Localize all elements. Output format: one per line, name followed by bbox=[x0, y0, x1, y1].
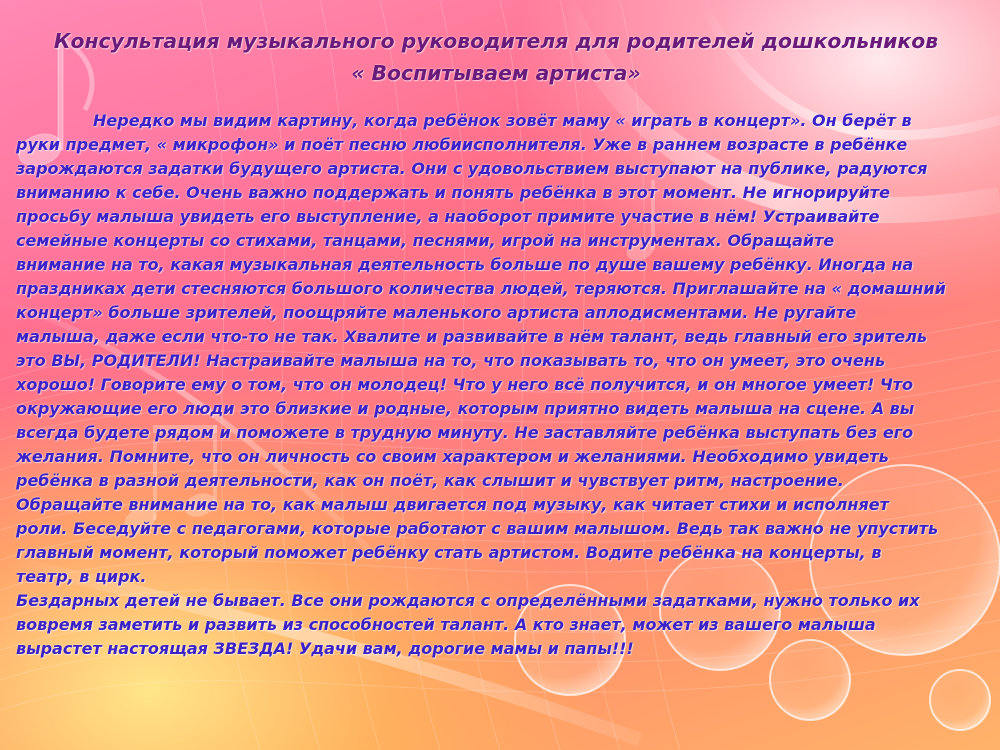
body-line: главный момент, который поможет ребёнку стать артистом. Водите ребёнка на концерты, в bbox=[16, 543, 882, 562]
body-line: зарождаются задатки будущего артиста. Они с удовольствием выступают на публике, радуются bbox=[16, 159, 928, 178]
body-line: это ВЫ, РОДИТЕЛИ! Настраивайте малыша на то, что показывать то, что он умеет, это очень bbox=[16, 351, 886, 370]
body-line: театр, в цирк. bbox=[16, 567, 147, 586]
body-line: окружающие его люди это близкие и родные, которым приятно видеть малыша на сцене. А вы bbox=[16, 399, 915, 418]
body-line: семейные концерты со стихами, танцами, песнями, игрой на инструментах. Обращайте bbox=[16, 231, 835, 250]
body-line: роли. Беседуйте с педагогами, которые работают с вашим малышом. Ведь так важно не упустить bbox=[16, 519, 939, 538]
body-line: ребёнка в разной деятельности, как он поёт, как слышит и чувствует ритм, настроение. bbox=[16, 471, 844, 490]
body-line: концерт» больше зрителей, поощряйте маленького артиста аплодисментами. Не ругайте bbox=[16, 303, 857, 322]
body-line: хорошо! Говорите ему о том, что он молодец! Что у него всё получится, и он многое умеет! Что bbox=[16, 375, 914, 394]
body-line: Бездарных детей не бывает. Все они рождаются с определёнными задатками, нужно только их bbox=[16, 591, 920, 610]
body-line: желания. Помните, что он личность со своим характером и желаниями. Необходимо увидеть bbox=[16, 447, 889, 466]
body-line: внимание на то, какая музыкальная деятельность больше по душе вашему ребёнку. Иногда на bbox=[16, 255, 914, 274]
body-line: Обращайте внимание на то, как малыш двигается под музыку, как читает стихи и исполняет bbox=[16, 495, 889, 514]
body-line: вниманию к себе. Очень важно поддержать и понять ребёнка в этот момент. Не игнорируйте bbox=[16, 183, 890, 202]
body-line: малыша, даже если что-то не так. Хвалите и развивайте в нём талант, ведь главный его зритель bbox=[16, 327, 927, 346]
body-line: руки предмет, « микрофон» и поёт песню любиисполнителя. Уже в раннем возрасте в ребёнке bbox=[16, 135, 908, 154]
page-subtitle: « Воспитываем артиста» bbox=[351, 61, 641, 85]
body-line: вовремя заметить и развить из способностей талант. А кто знает, может из вашего малыша bbox=[16, 615, 876, 634]
body-line: праздниках дети стесняются большого количества людей, теряются. Приглашайте на « домашний bbox=[16, 279, 946, 298]
body-line: просьбу малыша увидеть его выступление, а наоборот примите участие в нём! Устраивайте bbox=[16, 207, 880, 226]
body-line: всегда будете рядом и поможете в трудную минуту. Не заставляйте ребёнка выступать без его bbox=[16, 423, 914, 442]
body-line: Нередко мы видим картину, когда ребёнок зовёт маму « играть в концерт». Он берёт в bbox=[93, 111, 912, 130]
page-title: Консультация музыкального руководителя для родителей дошкольников bbox=[53, 29, 939, 53]
body-line: вырастет настоящая ЗВЕЗДА! Удачи вам, дорогие мамы и папы!!! bbox=[16, 639, 634, 658]
